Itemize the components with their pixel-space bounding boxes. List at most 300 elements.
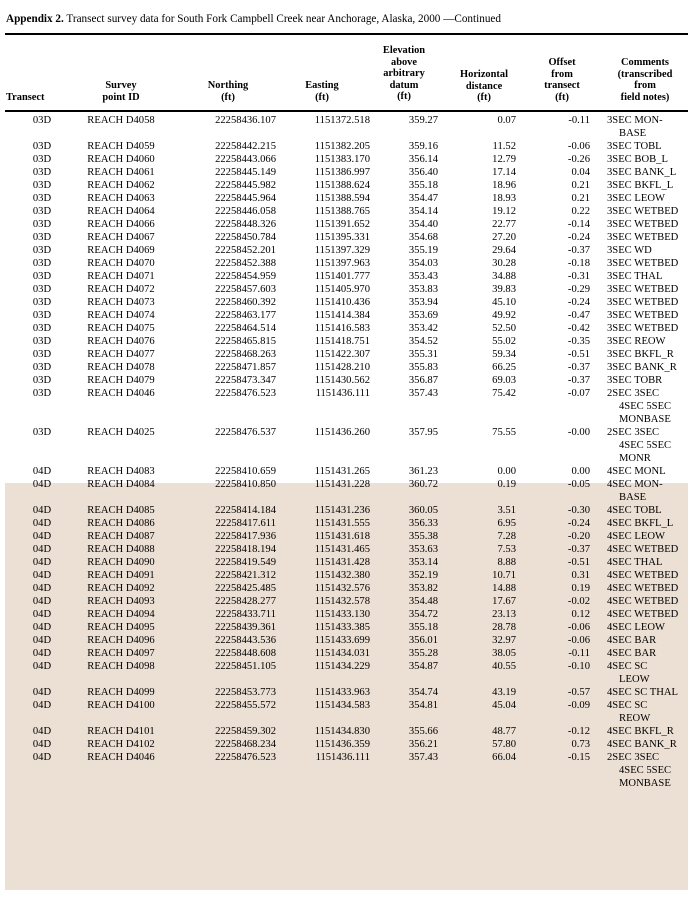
comment-line: 4SEC BAR xyxy=(607,635,657,646)
cell-survey-point-id: REACH D4092 xyxy=(87,583,155,594)
cell-horizontal-distance: 18.93 xyxy=(492,193,516,204)
cell-northing: 22258463.177 xyxy=(215,310,276,321)
cell-horizontal-distance: 17.14 xyxy=(492,167,516,178)
cell-survey-point-id: REACH D4096 xyxy=(87,635,155,646)
cell-offset: -0.06 xyxy=(567,141,590,152)
cell-northing: 22258454.959 xyxy=(215,271,276,282)
comment-line: 4SEC BAR xyxy=(607,648,657,659)
cell-comments xyxy=(607,361,693,374)
comment-line: 3SEC WETBED xyxy=(607,219,679,230)
cell-elevation: 354.87 xyxy=(408,661,438,672)
cell-transect: 03D xyxy=(32,388,52,399)
cell-offset: 0.04 xyxy=(571,167,590,178)
table-row xyxy=(0,153,693,166)
cell-offset: -0.00 xyxy=(567,427,590,438)
cell-horizontal-distance: 27.20 xyxy=(492,232,516,243)
cell-northing: 22258421.312 xyxy=(215,570,276,581)
cell-elevation: 356.14 xyxy=(408,154,438,165)
cell-easting: 1151432.380 xyxy=(314,570,370,581)
table-row xyxy=(0,179,693,192)
cell-transect: 04D xyxy=(32,752,52,763)
cell-easting: 1151431.265 xyxy=(314,466,370,477)
cell-survey-point-id: REACH D4097 xyxy=(87,648,155,659)
cell-survey-point-id: REACH D4098 xyxy=(87,661,155,672)
cell-survey-point-id: REACH D4090 xyxy=(87,557,155,568)
table-row xyxy=(0,140,693,153)
cell-horizontal-distance: 12.79 xyxy=(492,154,516,165)
table-row xyxy=(0,218,693,231)
cell-survey-point-id: REACH D4099 xyxy=(87,687,155,698)
cell-survey-point-id: REACH D4093 xyxy=(87,596,155,607)
table-row xyxy=(0,569,693,582)
cell-comments xyxy=(607,699,693,725)
caption-label: Appendix 2. xyxy=(6,13,64,25)
table-row xyxy=(0,478,693,504)
cell-offset: -0.06 xyxy=(567,622,590,633)
cell-northing: 22258443.536 xyxy=(215,635,276,646)
cell-survey-point-id: REACH D4067 xyxy=(87,232,155,243)
cell-comments xyxy=(607,530,693,543)
table-row xyxy=(0,205,693,218)
cell-northing: 22258465.815 xyxy=(215,336,276,347)
cell-transect: 03D xyxy=(32,310,52,321)
cell-transect: 03D xyxy=(32,141,52,152)
cell-transect: 04D xyxy=(32,505,52,516)
comment-line: 4SEC SC THAL xyxy=(607,687,679,698)
cell-transect: 04D xyxy=(32,635,52,646)
cell-survey-point-id: REACH D4060 xyxy=(87,154,155,165)
cell-offset: -0.37 xyxy=(567,245,590,256)
comment-line: LEOW xyxy=(619,674,650,685)
cell-easting: 1151388.624 xyxy=(314,180,370,191)
comment-line: 4SEC BKFL_R xyxy=(607,726,674,737)
cell-easting: 1151405.970 xyxy=(314,284,370,295)
column-header-transect: Transect xyxy=(6,92,45,103)
cell-horizontal-distance: 48.77 xyxy=(492,726,516,737)
cell-easting: 1151436.111 xyxy=(315,752,370,763)
cell-easting: 1151382.205 xyxy=(314,141,370,152)
cell-northing: 22258445.149 xyxy=(215,167,276,178)
cell-offset: 0.12 xyxy=(571,609,590,620)
comment-line: MONBASE xyxy=(619,778,671,789)
cell-comments xyxy=(607,296,693,309)
cell-survey-point-id: REACH D4061 xyxy=(87,167,155,178)
cell-elevation: 354.72 xyxy=(408,609,438,620)
cell-transect: 03D xyxy=(32,297,52,308)
cell-northing: 22258451.105 xyxy=(215,661,276,672)
cell-northing: 22258439.361 xyxy=(215,622,276,633)
cell-northing: 22258460.392 xyxy=(215,297,276,308)
cell-horizontal-distance: 55.02 xyxy=(492,336,516,347)
table-row xyxy=(0,283,693,296)
cell-survey-point-id: REACH D4077 xyxy=(87,349,155,360)
cell-comments xyxy=(607,166,693,179)
cell-survey-point-id: REACH D4084 xyxy=(87,479,155,490)
cell-northing: 22258417.611 xyxy=(215,518,276,529)
cell-horizontal-distance: 69.03 xyxy=(492,375,516,386)
cell-horizontal-distance: 75.55 xyxy=(492,427,516,438)
cell-horizontal-distance: 0.00 xyxy=(497,466,516,477)
cell-northing: 22258446.058 xyxy=(215,206,276,217)
cell-survey-point-id: REACH D4046 xyxy=(87,388,155,399)
table-row xyxy=(0,556,693,569)
cell-northing: 22258418.194 xyxy=(215,544,276,555)
cell-transect: 03D xyxy=(32,349,52,360)
cell-easting: 1151436.260 xyxy=(314,427,370,438)
comment-line: 4SEC 5SEC xyxy=(619,765,672,776)
cell-horizontal-distance: 52.50 xyxy=(492,323,516,334)
cell-comments xyxy=(607,218,693,231)
comment-line: 2SEC 3SEC xyxy=(607,388,660,399)
cell-comments xyxy=(607,374,693,387)
cell-northing: 22258468.263 xyxy=(215,349,276,360)
comment-line: 3SEC WETBED xyxy=(607,206,679,217)
cell-elevation: 355.66 xyxy=(408,726,438,737)
cell-horizontal-distance: 43.19 xyxy=(492,687,516,698)
cell-survey-point-id: REACH D4075 xyxy=(87,323,155,334)
cell-transect: 04D xyxy=(32,466,52,477)
cell-elevation: 353.69 xyxy=(408,310,438,321)
cell-elevation: 356.33 xyxy=(408,518,438,529)
table-caption xyxy=(6,13,686,26)
comment-line: 4SEC 5SEC xyxy=(619,440,672,451)
cell-elevation: 356.40 xyxy=(408,167,438,178)
comment-line: 3SEC LEOW xyxy=(607,193,665,204)
cell-offset: -0.15 xyxy=(567,752,590,763)
cell-offset: -0.10 xyxy=(567,661,590,672)
table-row xyxy=(0,582,693,595)
cell-comments xyxy=(607,608,693,621)
comment-line: 4SEC WETBED xyxy=(607,570,679,581)
cell-transect: 03D xyxy=(32,336,52,347)
cell-elevation: 353.94 xyxy=(408,297,438,308)
cell-survey-point-id: REACH D4025 xyxy=(87,427,155,438)
comment-line: 4SEC LEOW xyxy=(607,622,665,633)
cell-transect: 03D xyxy=(32,271,52,282)
cell-northing: 22258410.850 xyxy=(215,479,276,490)
table-row xyxy=(0,634,693,647)
comment-line: 3SEC MON- xyxy=(607,115,663,126)
cell-easting: 1151418.751 xyxy=(314,336,370,347)
cell-northing: 22258417.936 xyxy=(215,531,276,542)
cell-comments xyxy=(607,686,693,699)
comment-line: 4SEC WETBED xyxy=(607,583,679,594)
cell-transect: 03D xyxy=(32,206,52,217)
cell-transect: 03D xyxy=(32,284,52,295)
caption-text: Transect survey data for South Fork Campbell Creek near Anchorage, Alaska, 2000 —Continued xyxy=(63,13,501,25)
comment-line: 3SEC WD xyxy=(607,245,652,256)
cell-northing: 22258453.773 xyxy=(215,687,276,698)
cell-offset: -0.35 xyxy=(567,336,590,347)
comment-line: 3SEC WETBED xyxy=(607,323,679,334)
table-row xyxy=(0,348,693,361)
table-row xyxy=(0,374,693,387)
table-row xyxy=(0,166,693,179)
cell-elevation: 355.19 xyxy=(408,245,438,256)
comment-line: 3SEC BOB_L xyxy=(607,154,668,165)
cell-comments xyxy=(607,504,693,517)
cell-horizontal-distance: 45.10 xyxy=(492,297,516,308)
cell-easting: 1151372.518 xyxy=(314,115,370,126)
cell-horizontal-distance: 0.07 xyxy=(497,115,516,126)
cell-offset: -0.24 xyxy=(567,297,590,308)
cell-northing: 22258445.982 xyxy=(215,180,276,191)
cell-comments xyxy=(607,270,693,283)
cell-offset: -0.09 xyxy=(567,700,590,711)
cell-survey-point-id: REACH D4085 xyxy=(87,505,155,516)
cell-northing: 22258455.572 xyxy=(215,700,276,711)
cell-elevation: 353.63 xyxy=(408,544,438,555)
cell-northing: 22258419.549 xyxy=(215,557,276,568)
cell-elevation: 354.40 xyxy=(408,219,438,230)
cell-northing: 22258448.608 xyxy=(215,648,276,659)
cell-horizontal-distance: 8.88 xyxy=(497,557,516,568)
cell-offset: -0.29 xyxy=(567,284,590,295)
cell-northing: 22258414.184 xyxy=(215,505,276,516)
cell-comments xyxy=(607,465,693,478)
cell-offset: 0.21 xyxy=(571,180,590,191)
cell-offset: -0.31 xyxy=(567,271,590,282)
cell-horizontal-distance: 14.88 xyxy=(492,583,516,594)
cell-horizontal-distance: 17.67 xyxy=(492,596,516,607)
column-header-elevation: Elevation above arbitrary datum (ft) xyxy=(382,45,426,103)
cell-horizontal-distance: 75.42 xyxy=(492,388,516,399)
cell-transect: 04D xyxy=(32,609,52,620)
cell-comments xyxy=(607,751,693,790)
cell-survey-point-id: REACH D4091 xyxy=(87,570,155,581)
comment-line: REOW xyxy=(619,713,651,724)
cell-survey-point-id: REACH D4087 xyxy=(87,531,155,542)
cell-transect: 04D xyxy=(32,557,52,568)
cell-comments xyxy=(607,543,693,556)
cell-elevation: 355.38 xyxy=(408,531,438,542)
cell-survey-point-id: REACH D4071 xyxy=(87,271,155,282)
comment-line: 4SEC 5SEC xyxy=(619,401,672,412)
cell-northing: 22258448.326 xyxy=(215,219,276,230)
cell-offset: 0.21 xyxy=(571,193,590,204)
cell-offset: 0.00 xyxy=(571,466,590,477)
table-row xyxy=(0,244,693,257)
cell-elevation: 361.23 xyxy=(408,466,438,477)
cell-easting: 1151434.830 xyxy=(314,726,370,737)
cell-comments xyxy=(607,153,693,166)
cell-easting: 1151431.236 xyxy=(314,505,370,516)
cell-easting: 1151430.562 xyxy=(314,375,370,386)
cell-comments xyxy=(607,192,693,205)
table-row xyxy=(0,335,693,348)
cell-elevation: 354.68 xyxy=(408,232,438,243)
cell-comments xyxy=(607,179,693,192)
table-row xyxy=(0,686,693,699)
cell-offset: 0.31 xyxy=(571,570,590,581)
cell-comments xyxy=(607,621,693,634)
cell-comments xyxy=(607,387,693,426)
cell-horizontal-distance: 57.80 xyxy=(492,739,516,750)
table-row xyxy=(0,322,693,335)
cell-easting: 1151397.963 xyxy=(314,258,370,269)
table-row xyxy=(0,751,693,790)
cell-offset: -0.24 xyxy=(567,518,590,529)
cell-easting: 1151436.359 xyxy=(314,739,370,750)
cell-easting: 1151431.428 xyxy=(314,557,370,568)
comment-line: 3SEC BKFL_R xyxy=(607,349,674,360)
table-row xyxy=(0,660,693,686)
cell-elevation: 354.48 xyxy=(408,596,438,607)
cell-horizontal-distance: 7.28 xyxy=(497,531,516,542)
cell-transect: 03D xyxy=(32,245,52,256)
cell-survey-point-id: REACH D4062 xyxy=(87,180,155,191)
cell-survey-point-id: REACH D4083 xyxy=(87,466,155,477)
cell-easting: 1151436.111 xyxy=(315,388,370,399)
cell-elevation: 352.19 xyxy=(408,570,438,581)
cell-northing: 22258471.857 xyxy=(215,362,276,373)
cell-northing: 22258443.066 xyxy=(215,154,276,165)
cell-comments xyxy=(607,231,693,244)
cell-elevation: 354.81 xyxy=(408,700,438,711)
cell-transect: 03D xyxy=(32,323,52,334)
cell-horizontal-distance: 34.88 xyxy=(492,271,516,282)
column-header-offset-from-transect: Offset from transect (ft) xyxy=(544,57,580,103)
cell-transect: 03D xyxy=(32,193,52,204)
cell-northing: 22258425.485 xyxy=(215,583,276,594)
cell-comments xyxy=(607,582,693,595)
cell-horizontal-distance: 3.51 xyxy=(497,505,516,516)
cell-easting: 1151383.170 xyxy=(314,154,370,165)
cell-transect: 03D xyxy=(32,375,52,386)
cell-horizontal-distance: 66.25 xyxy=(492,362,516,373)
cell-horizontal-distance: 32.97 xyxy=(492,635,516,646)
cell-comments xyxy=(607,244,693,257)
cell-northing: 22258476.537 xyxy=(215,427,276,438)
cell-elevation: 353.83 xyxy=(408,284,438,295)
comment-line: MONR xyxy=(619,453,651,464)
table-row xyxy=(0,699,693,725)
cell-transect: 03D xyxy=(32,167,52,178)
cell-horizontal-distance: 22.77 xyxy=(492,219,516,230)
cell-elevation: 357.95 xyxy=(408,427,438,438)
cell-transect: 03D xyxy=(32,180,52,191)
cell-survey-point-id: REACH D4074 xyxy=(87,310,155,321)
cell-survey-point-id: REACH D4073 xyxy=(87,297,155,308)
cell-easting: 1151391.652 xyxy=(314,219,370,230)
cell-comments xyxy=(607,595,693,608)
cell-offset: -0.12 xyxy=(567,726,590,737)
cell-survey-point-id: REACH D4086 xyxy=(87,518,155,529)
cell-easting: 1151410.436 xyxy=(314,297,370,308)
cell-survey-point-id: REACH D4079 xyxy=(87,375,155,386)
cell-offset: -0.05 xyxy=(567,479,590,490)
table-row xyxy=(0,114,693,140)
cell-elevation: 355.31 xyxy=(408,349,438,360)
column-header-easting: Easting (ft) xyxy=(305,80,339,103)
cell-horizontal-distance: 29.64 xyxy=(492,245,516,256)
cell-elevation: 354.14 xyxy=(408,206,438,217)
cell-northing: 22258473.347 xyxy=(215,375,276,386)
table-row xyxy=(0,270,693,283)
cell-transect: 03D xyxy=(32,219,52,230)
cell-comments xyxy=(607,556,693,569)
cell-transect: 04D xyxy=(32,622,52,633)
cell-horizontal-distance: 45.04 xyxy=(492,700,516,711)
cell-transect: 04D xyxy=(32,661,52,672)
cell-survey-point-id: REACH D4063 xyxy=(87,193,155,204)
cell-northing: 22258436.107 xyxy=(215,115,276,126)
comment-line: 4SEC LEOW xyxy=(607,531,665,542)
comment-line: 2SEC 3SEC xyxy=(607,752,660,763)
table-row xyxy=(0,387,693,426)
cell-northing: 22258445.964 xyxy=(215,193,276,204)
cell-comments xyxy=(607,660,693,686)
cell-transect: 03D xyxy=(32,232,52,243)
cell-transect: 04D xyxy=(32,700,52,711)
cell-offset: -0.51 xyxy=(567,349,590,360)
cell-horizontal-distance: 6.95 xyxy=(497,518,516,529)
cell-northing: 22258457.603 xyxy=(215,284,276,295)
cell-offset: -0.37 xyxy=(567,544,590,555)
cell-transect: 04D xyxy=(32,544,52,555)
cell-elevation: 354.74 xyxy=(408,687,438,698)
cell-easting: 1151432.578 xyxy=(314,596,370,607)
cell-comments xyxy=(607,647,693,660)
cell-comments xyxy=(607,725,693,738)
cell-survey-point-id: REACH D4046 xyxy=(87,752,155,763)
comment-line: 3SEC TOBR xyxy=(607,375,663,386)
cell-horizontal-distance: 49.92 xyxy=(492,310,516,321)
cell-elevation: 353.43 xyxy=(408,271,438,282)
cell-easting: 1151431.618 xyxy=(314,531,370,542)
table-row xyxy=(0,608,693,621)
cell-elevation: 354.47 xyxy=(408,193,438,204)
cell-easting: 1151416.583 xyxy=(314,323,370,334)
cell-transect: 03D xyxy=(32,427,52,438)
cell-elevation: 356.21 xyxy=(408,739,438,750)
cell-transect: 04D xyxy=(32,570,52,581)
cell-offset: -0.37 xyxy=(567,375,590,386)
cell-offset: -0.24 xyxy=(567,232,590,243)
cell-survey-point-id: REACH D4064 xyxy=(87,206,155,217)
cell-survey-point-id: REACH D4058 xyxy=(87,115,155,126)
cell-easting: 1151431.465 xyxy=(314,544,370,555)
comment-line: 2SEC 3SEC xyxy=(607,427,660,438)
cell-northing: 22258433.711 xyxy=(215,609,276,620)
table-row xyxy=(0,257,693,270)
cell-easting: 1151431.228 xyxy=(314,479,370,490)
comment-line: 4SEC WETBED xyxy=(607,544,679,555)
cell-easting: 1151422.307 xyxy=(314,349,370,360)
comment-line: 4SEC WETBED xyxy=(607,596,679,607)
cell-survey-point-id: REACH D4066 xyxy=(87,219,155,230)
cell-comments xyxy=(607,569,693,582)
table-row xyxy=(0,465,693,478)
comment-line: 4SEC THAL xyxy=(607,557,663,568)
comment-line: 4SEC BANK_R xyxy=(607,739,677,750)
cell-horizontal-distance: 39.83 xyxy=(492,284,516,295)
cell-easting: 1151433.385 xyxy=(314,622,370,633)
cell-offset: -0.14 xyxy=(567,219,590,230)
cell-comments xyxy=(607,257,693,270)
comment-line: 4SEC BKFL_L xyxy=(607,518,674,529)
cell-offset: -0.20 xyxy=(567,531,590,542)
cell-easting: 1151431.555 xyxy=(314,518,370,529)
comment-line: 3SEC WETBED xyxy=(607,297,679,308)
cell-easting: 1151397.329 xyxy=(314,245,370,256)
cell-elevation: 355.83 xyxy=(408,362,438,373)
cell-horizontal-distance: 11.52 xyxy=(492,141,516,152)
table-top-rule xyxy=(5,33,688,35)
cell-survey-point-id: REACH D4101 xyxy=(87,726,155,737)
cell-offset: -0.37 xyxy=(567,362,590,373)
cell-offset: -0.18 xyxy=(567,258,590,269)
